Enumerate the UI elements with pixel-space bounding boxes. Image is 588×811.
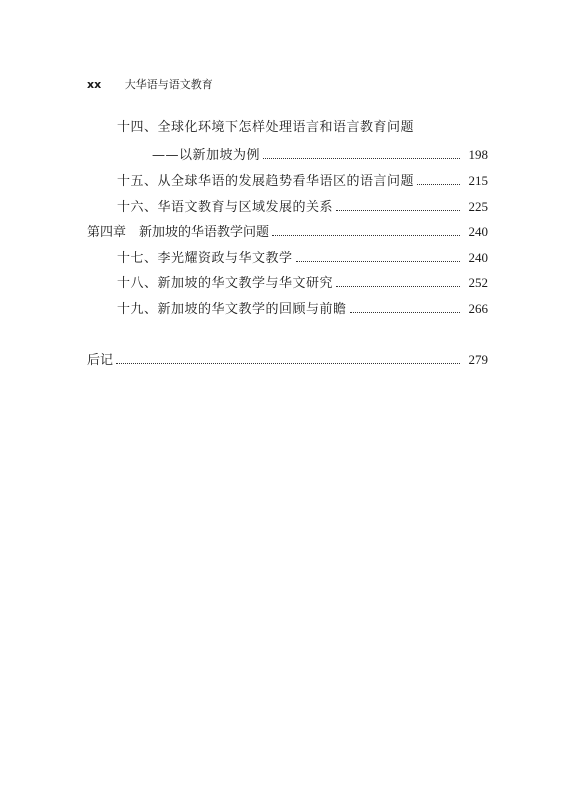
toc-entry-19[interactable]: [117, 300, 488, 319]
toc-afterword[interactable]: [87, 351, 488, 370]
toc-chapter-4[interactable]: [87, 223, 488, 242]
toc-entry-title: 十五、从全球华语的发展趋势看华语区的语言问题: [117, 174, 415, 189]
toc-entry-page: 198: [468, 147, 488, 162]
page-folio: xx: [87, 78, 102, 91]
dot-leader: [417, 184, 460, 185]
toc-entry-title: 十九、新加坡的华文教学的回顾与前瞻: [117, 302, 347, 317]
toc-entry-17[interactable]: [117, 249, 488, 268]
dot-leader: [350, 312, 460, 313]
dot-leader: [336, 286, 460, 287]
toc-entry-page: 225: [468, 199, 488, 214]
toc-entry-title: 十七、李光耀资政与华文教学: [117, 251, 293, 266]
toc-entry-page: 252: [468, 275, 488, 290]
toc-chapter-title: 第四章 新加坡的华语教学问题: [87, 225, 270, 240]
toc-entry-page: 215: [468, 173, 488, 188]
toc-entry-14[interactable]: [117, 119, 414, 137]
toc-chapter-title: 后记: [87, 353, 114, 368]
dot-leader: [296, 261, 460, 262]
toc-entry-title: 十八、新加坡的华文教学与华文研究: [117, 276, 334, 291]
toc-entry-page: 279: [468, 352, 488, 367]
dot-leader: [272, 235, 460, 236]
toc-entry-15[interactable]: [117, 172, 488, 191]
dot-leader: [263, 158, 460, 159]
toc-entry-page: 240: [468, 224, 488, 239]
toc-entry-16[interactable]: [117, 198, 488, 217]
dot-leader: [116, 363, 460, 364]
running-header: [87, 78, 213, 92]
toc-entry-page: 240: [468, 250, 488, 265]
toc-entry-18[interactable]: [117, 274, 488, 293]
toc-entry-title: 十四、全球化环境下怎样处理语言和语言教育问题: [117, 120, 415, 135]
toc-entry-title: ——以新加坡为例: [152, 148, 261, 163]
running-title: 大华语与语文教育: [124, 78, 213, 91]
toc-entry-page: 266: [468, 301, 488, 316]
toc-entry-14-subtitle[interactable]: [152, 146, 488, 165]
toc-entry-title: 十六、华语文教育与区域发展的关系: [117, 200, 334, 215]
dot-leader: [336, 210, 460, 211]
